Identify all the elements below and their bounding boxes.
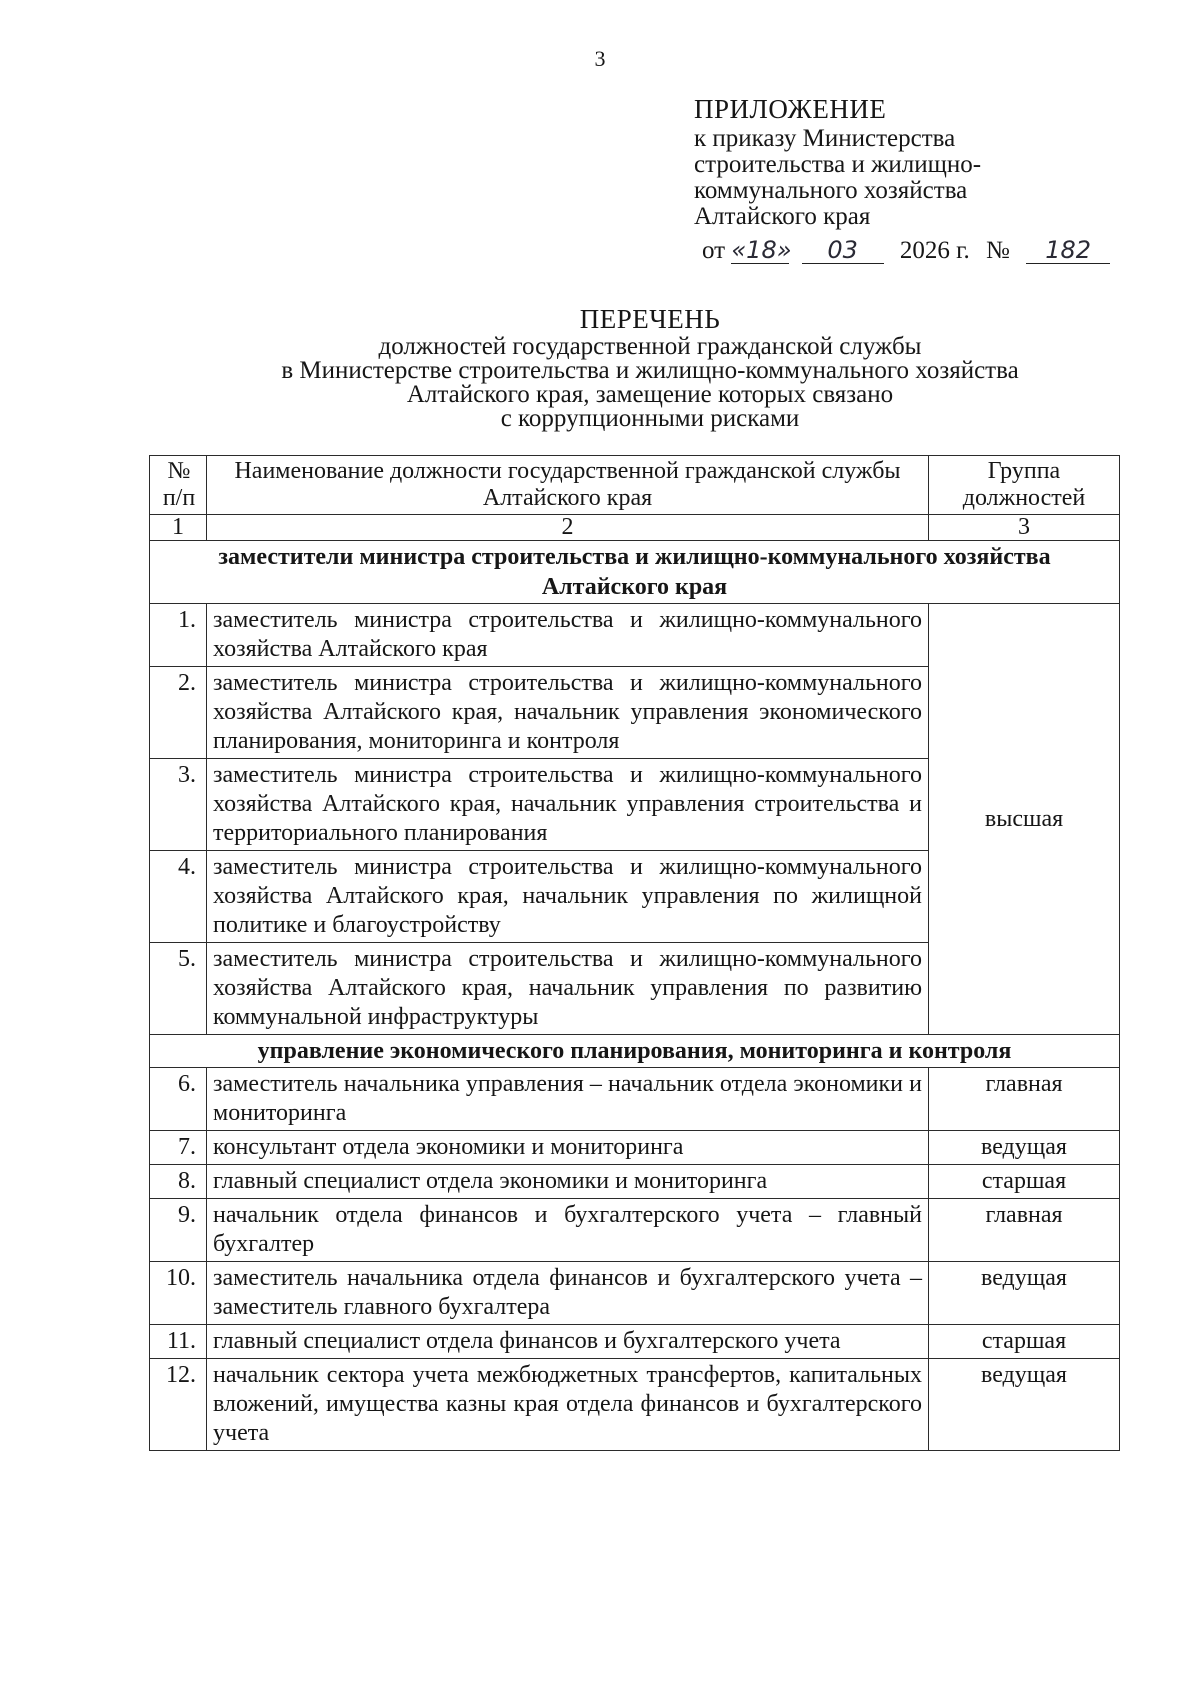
position-name: главный специалист отдела экономики и мониторинга — [207, 1165, 929, 1199]
position-group: старшая — [929, 1165, 1120, 1199]
position-name: заместитель министра строительства и жилищно-коммунального хозяйства Алтайского края, начальник управления строительства и территориального планирования — [207, 759, 929, 851]
row-number: 2. — [150, 667, 207, 759]
position-name: заместитель министра строительства и жилищно-коммунального хозяйства Алтайского края — [207, 604, 929, 667]
row-number: 8. — [150, 1165, 207, 1199]
table-row — [150, 1131, 1120, 1165]
row-number: 3. — [150, 759, 207, 851]
index-cell: 1 — [150, 515, 207, 541]
position-group: высшая — [929, 604, 1120, 1035]
appendix-title: ПРИЛОЖЕНИЕ — [694, 94, 887, 124]
appendix-line: к приказу Министерства — [694, 125, 956, 152]
header-num: № п/п — [150, 456, 207, 515]
row-number: 5. — [150, 943, 207, 1035]
table-row — [150, 1262, 1120, 1325]
header-name: Наименование должности государственной гражданской службы Алтайского края — [207, 456, 929, 515]
row-number: 6. — [150, 1068, 207, 1131]
position-name: консультант отдела экономики и мониторинга — [207, 1131, 929, 1165]
handwritten-day: «18» — [731, 236, 792, 264]
appendix-block — [694, 96, 1114, 264]
row-number: 4. — [150, 851, 207, 943]
appendix-line: коммунального хозяйства — [694, 177, 968, 204]
handwritten-month: 03 — [802, 237, 884, 264]
position-group: главная — [929, 1068, 1120, 1131]
list-subtitle-line: должностей государственной гражданской службы — [378, 333, 922, 360]
position-name: заместитель начальника управления – начальник отдела экономики и мониторинга — [207, 1068, 929, 1131]
table-index-row — [150, 515, 1120, 541]
number-sign: № — [986, 237, 1010, 264]
position-group: ведущая — [929, 1131, 1120, 1165]
index-cell: 2 — [207, 515, 929, 541]
appendix-line: строительства и жилищно- — [694, 151, 982, 178]
date-year: 2026 г. — [899, 237, 970, 264]
header-group: Группа должностей — [929, 456, 1120, 515]
position-name: заместитель министра строительства и жилищно-коммунального хозяйства Алтайского края, начальник управления экономического планирования, мониторинга и контроля — [207, 667, 929, 759]
position-group: главная — [929, 1199, 1120, 1262]
position-name: главный специалист отдела финансов и бухгалтерского учета — [207, 1325, 929, 1359]
list-subtitle-line: в Министерстве строительства и жилищно-коммунального хозяйства — [281, 357, 1019, 384]
row-number: 10. — [150, 1262, 207, 1325]
position-name: заместитель министра строительства и жилищно-коммунального хозяйства Алтайского края, начальник управления по жилищной политике и благоустройству — [207, 851, 929, 943]
table-row — [150, 604, 1120, 667]
row-number: 1. — [150, 604, 207, 667]
row-number: 9. — [150, 1199, 207, 1262]
table-row — [150, 1359, 1120, 1451]
position-name: начальник отдела финансов и бухгалтерского учета – главный бухгалтер — [207, 1199, 929, 1262]
position-name: заместитель министра строительства и жилищно-коммунального хозяйства Алтайского края, начальник управления по развитию коммунальной инфраструктуры — [207, 943, 929, 1035]
list-subtitle-line: Алтайского края, замещение которых связано — [406, 381, 894, 408]
table-row — [150, 1325, 1120, 1359]
table-header-row — [150, 456, 1120, 515]
index-cell: 3 — [929, 515, 1120, 541]
table-row — [150, 1068, 1120, 1131]
list-subtitle-line: с коррупционными рисками — [500, 405, 800, 432]
date-prefix: от — [702, 237, 726, 264]
position-name: заместитель начальника отдела финансов и бухгалтерского учета – заместитель главного бухгалтера — [207, 1262, 929, 1325]
row-number: 12. — [150, 1359, 207, 1451]
section-heading: управление экономического планирования, мониторинга и контроля — [150, 1035, 1120, 1068]
table-row — [150, 1165, 1120, 1199]
positions-table — [149, 455, 1120, 1451]
table-row — [150, 1199, 1120, 1262]
page-number: 3 — [594, 46, 606, 71]
handwritten-order-number: 182 — [1026, 237, 1110, 264]
section-row — [150, 541, 1120, 604]
position-name: начальник сектора учета межбюджетных трансфертов, капитальных вложений, имущества казны края отдела финансов и бухгалтерского учета — [207, 1359, 929, 1451]
position-group: ведущая — [929, 1262, 1120, 1325]
order-date-line — [702, 237, 1114, 264]
list-title-block — [0, 304, 1200, 432]
section-row — [150, 1035, 1120, 1068]
section-heading: заместители министра строительства и жилищно-коммунального хозяйства Алтайского края — [150, 541, 1120, 604]
position-group: старшая — [929, 1325, 1120, 1359]
list-title: ПЕРЕЧЕНЬ — [579, 304, 721, 334]
appendix-line: Алтайского края — [694, 203, 871, 230]
row-number: 7. — [150, 1131, 207, 1165]
position-group: ведущая — [929, 1359, 1120, 1451]
row-number: 11. — [150, 1325, 207, 1359]
